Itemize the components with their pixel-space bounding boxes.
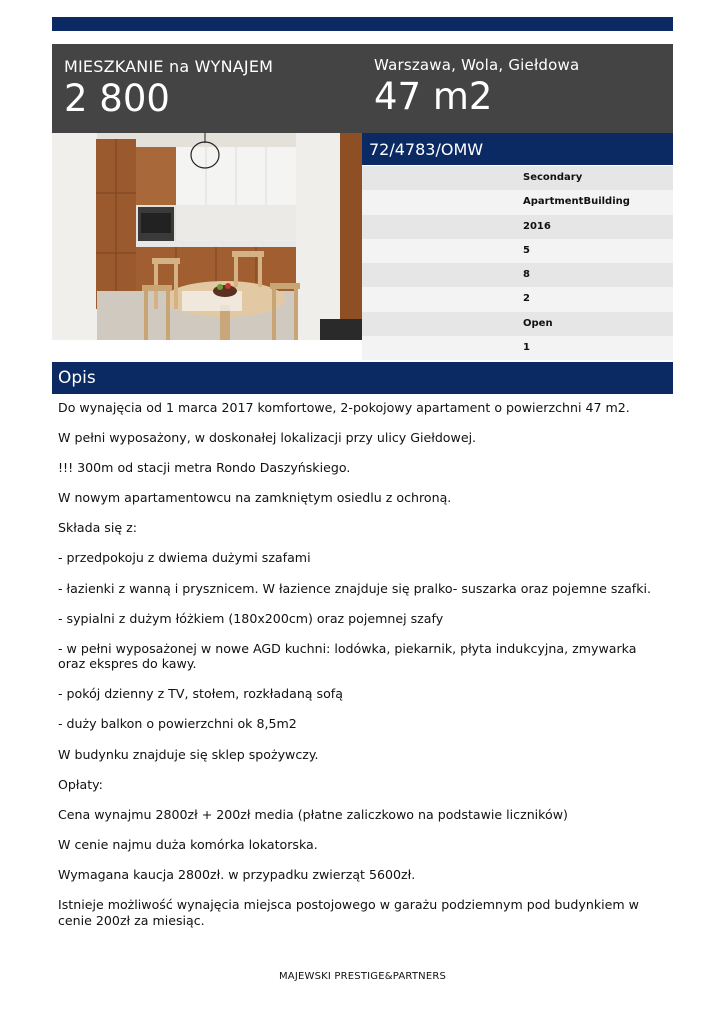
listing-location: Warszawa, Wola, Giełdowa	[374, 56, 580, 74]
description-paragraph: W pełni wyposażony, w doskonałej lokalizacji przy ulicy Giełdowej.	[58, 430, 477, 446]
description-paragraph: Cena wynajmu 2800zł + 200zł media (płatne zaliczkowo na podstawie liczników)	[58, 806, 568, 822]
listing-price: 2 800	[64, 77, 170, 120]
description-paragraph: Składa się z:	[58, 520, 137, 536]
description-paragraph: - w pełni wyposażonej w nowe AGD kuchni: lodówka, piekarnik, płyta indukcyjna, zmywarka oraz ekspres do kawy.	[58, 640, 637, 672]
description-paragraph: W budynku znajduje się sklep spożywczy.	[58, 746, 319, 762]
description-paragraph: Istnieje możliwość wynajęcia miejsca postojowego w garażu podziemnym pod budynkiem w cenie 200zł za miesiąc.	[58, 897, 639, 928]
description-paragraph: !!! 300m od stacji metra Rondo Daszyńskiego.	[58, 460, 351, 476]
description-paragraph: - przedpokoju z dwiema dużymi szafami	[58, 550, 311, 566]
description-paragraph: W cenie najmu duża komórka lokatorska.	[58, 836, 318, 852]
reference-number: 72/4783/OMW	[362, 133, 673, 165]
description	[58, 400, 664, 943]
param-row: 8	[362, 263, 673, 287]
section-title-opis: Opis	[52, 362, 673, 394]
top-accent-bar	[52, 17, 673, 31]
description-paragraph: - pokój dzienny z TV, stołem, rozkładaną sofą	[58, 686, 343, 702]
header-left	[64, 57, 273, 120]
kitchen-photo	[52, 133, 362, 340]
listing-area: 47 m2	[374, 75, 493, 118]
param-row: 2016	[362, 215, 673, 239]
description-paragraph: - duży balkon o powierzchni ok 8,5m2	[58, 716, 297, 732]
params-table	[362, 166, 673, 360]
description-paragraph: W nowym apartamentowcu na zamkniętym osiedlu z ochroną.	[58, 490, 452, 506]
param-row: Open	[362, 312, 673, 336]
param-row: 1	[362, 336, 673, 360]
param-row: Secondary	[362, 166, 673, 190]
listing-header	[52, 44, 673, 133]
listing-type: MIESZKANIE na WYNAJEM	[64, 57, 274, 76]
param-row: ApartmentBuilding	[362, 190, 673, 214]
description-paragraph: Do wynajęcia od 1 marca 2017 komfortowe, 2-pokojowy apartament o powierzchni 47 m2.	[58, 400, 630, 415]
header-right	[374, 56, 579, 118]
description-paragraph: - łazienki z wanną i prysznicem. W łazience znajduje się pralko- suszarka oraz pojemne szafki.	[58, 580, 652, 596]
description-paragraph: Opłaty:	[58, 776, 103, 792]
param-row: 5	[362, 239, 673, 263]
description-paragraph: - sypialni z dużym łóżkiem (180x200cm) oraz pojemnej szafy	[58, 610, 444, 626]
agency-footer: MAJEWSKI PRESTIGE&PARTNERS	[278, 971, 447, 982]
param-row: 2	[362, 287, 673, 311]
description-paragraph: Wymagana kaucja 2800zł. w przypadku zwierząt 5600zł.	[58, 866, 416, 882]
